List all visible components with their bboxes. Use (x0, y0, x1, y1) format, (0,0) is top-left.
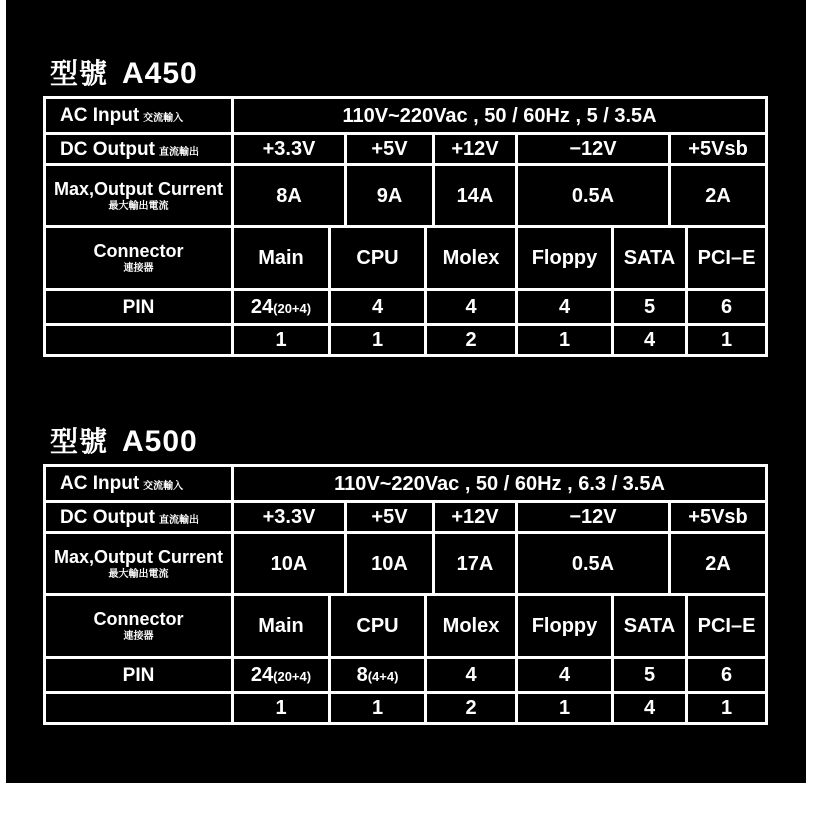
connector-label: Connector 連接器 (45, 595, 233, 658)
pin-cell: 4 (517, 290, 613, 325)
max-current-cell: 14A (434, 165, 517, 227)
connector-cell: CPU (330, 595, 426, 658)
quantity-cell: 1 (330, 325, 426, 356)
pin-cell: 4 (517, 658, 613, 693)
pin-cell: 4 (330, 290, 426, 325)
dc-output-cell: +3.3V (233, 134, 346, 165)
quantity-label-empty (45, 325, 233, 356)
quantity-cell: 1 (687, 325, 767, 356)
pin-label: PIN (45, 658, 233, 693)
quantity-label-empty (45, 693, 233, 724)
quantity-cell: 2 (426, 693, 517, 724)
dc-output-label: DC Output 直流輸出 (45, 502, 233, 533)
quantity-cell: 4 (613, 693, 687, 724)
model-prefix: 型號 (50, 58, 109, 89)
quantity-cell: 1 (517, 693, 613, 724)
dc-output-cell: +12V (434, 134, 517, 165)
dc-output-cell: +5V (346, 134, 434, 165)
connector-cell: Floppy (517, 595, 613, 658)
max-current-cell: 0.5A (517, 165, 670, 227)
ac-input-label: AC Input 交流輸入 (45, 98, 233, 134)
dc-output-label: DC Output 直流輸出 (45, 134, 233, 165)
dc-output-cell: +12V (434, 502, 517, 533)
quantity-cell: 1 (330, 693, 426, 724)
connector-cell: Molex (426, 595, 517, 658)
max-current-label: Max,Output Current 最大輸出電流 (45, 165, 233, 227)
quantity-cell: 1 (517, 325, 613, 356)
max-current-cell: 17A (434, 533, 517, 595)
pin-cell: 24(20+4) (233, 658, 330, 693)
connector-cell: PCI–E (687, 595, 767, 658)
pin-cell: 8(4+4) (330, 658, 426, 693)
quantity-cell: 1 (233, 325, 330, 356)
spec-table (43, 96, 768, 357)
ac-input-value: 110V~220Vac , 50 / 60Hz , 6.3 / 3.5A (233, 466, 767, 502)
ac-input-label: AC Input 交流輸入 (45, 466, 233, 502)
quantity-cell: 4 (613, 325, 687, 356)
connector-cell: Floppy (517, 227, 613, 290)
connector-cell: Main (233, 595, 330, 658)
connector-cell: PCI–E (687, 227, 767, 290)
max-current-cell: 10A (233, 533, 346, 595)
max-current-cell: 0.5A (517, 533, 670, 595)
dc-output-cell: +5Vsb (670, 134, 767, 165)
max-current-label: Max,Output Current 最大輸出電流 (45, 533, 233, 595)
dc-output-cell: −12V (517, 134, 670, 165)
ac-input-value: 110V~220Vac , 50 / 60Hz , 5 / 3.5A (233, 98, 767, 134)
model-name: A450 (122, 57, 198, 90)
pin-cell: 5 (613, 658, 687, 693)
connector-cell: SATA (613, 227, 687, 290)
dc-output-cell: +5Vsb (670, 502, 767, 533)
quantity-cell: 1 (687, 693, 767, 724)
pin-cell: 4 (426, 290, 517, 325)
pin-cell: 24(20+4) (233, 290, 330, 325)
model-name: A500 (122, 425, 198, 458)
max-current-cell: 2A (670, 533, 767, 595)
quantity-cell: 1 (233, 693, 330, 724)
pin-cell: 6 (687, 658, 767, 693)
dc-output-cell: +3.3V (233, 502, 346, 533)
pin-label: PIN (45, 290, 233, 325)
spec-table (43, 464, 768, 725)
quantity-cell: 2 (426, 325, 517, 356)
max-current-cell: 9A (346, 165, 434, 227)
max-current-cell: 10A (346, 533, 434, 595)
model-title (50, 420, 198, 460)
dc-output-cell: +5V (346, 502, 434, 533)
model-prefix: 型號 (50, 426, 109, 457)
pin-cell: 4 (426, 658, 517, 693)
connector-cell: Main (233, 227, 330, 290)
pin-cell: 6 (687, 290, 767, 325)
connector-cell: CPU (330, 227, 426, 290)
connector-label: Connector 連接器 (45, 227, 233, 290)
connector-cell: SATA (613, 595, 687, 658)
model-title (50, 52, 198, 92)
connector-cell: Molex (426, 227, 517, 290)
dc-output-cell: −12V (517, 502, 670, 533)
max-current-cell: 8A (233, 165, 346, 227)
max-current-cell: 2A (670, 165, 767, 227)
pin-cell: 5 (613, 290, 687, 325)
